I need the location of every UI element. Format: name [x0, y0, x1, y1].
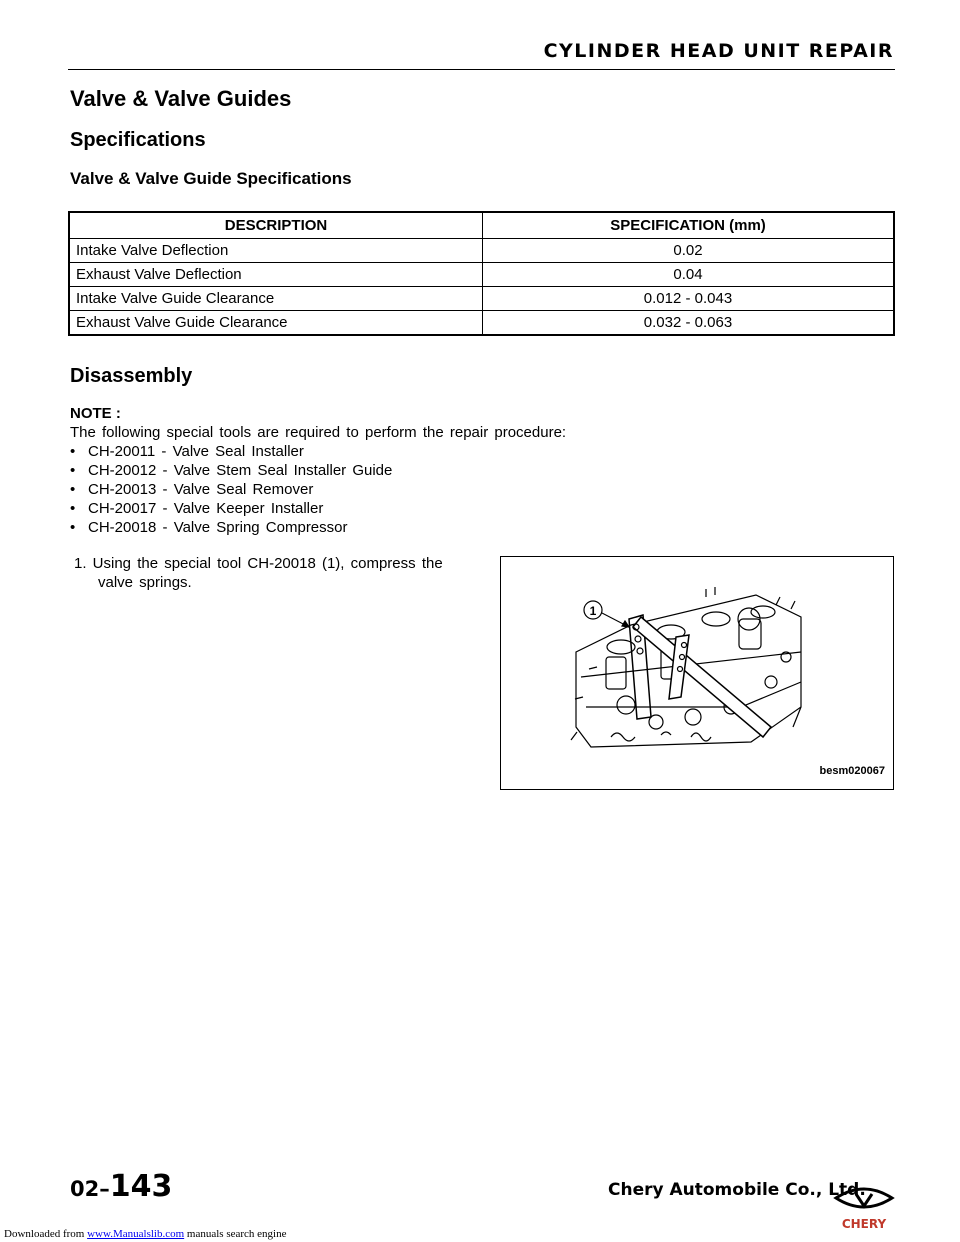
disassembly-heading: Disassembly — [70, 365, 193, 387]
table-cell-value: 0.012 - 0.043 — [483, 287, 895, 311]
bullet-icon: • — [70, 481, 76, 498]
list-item — [70, 461, 392, 480]
tool-list — [70, 442, 392, 537]
tool-label: CH-20011 - Valve Seal Installer — [88, 443, 304, 460]
specifications-heading: Specifications — [70, 129, 206, 151]
table-cell-description: Intake Valve Guide Clearance — [69, 287, 483, 311]
step-1-line-1: 1. Using the special tool CH-20018 (1), compress the — [74, 555, 443, 572]
table-title: Valve & Valve Guide Specifications — [70, 169, 352, 188]
table-cell-description: Exhaust Valve Guide Clearance — [69, 311, 483, 336]
step-1 — [74, 554, 474, 592]
download-prefix: Downloaded from — [4, 1228, 88, 1240]
step-1-line-2: valve springs. — [98, 574, 192, 591]
figure-callout-1: 1 — [589, 604, 597, 618]
figure-valve-spring-compressor — [500, 556, 894, 790]
logo-text: CHERY — [841, 1217, 887, 1231]
table-row — [69, 287, 894, 311]
bullet-icon: • — [70, 443, 76, 460]
download-footer — [4, 1228, 286, 1240]
note-label: NOTE : — [70, 405, 121, 422]
table-cell-value: 0.032 - 0.063 — [483, 311, 895, 336]
tool-label: CH-20013 - Valve Seal Remover — [88, 481, 314, 498]
bullet-icon: • — [70, 500, 76, 517]
bullet-icon: • — [70, 519, 76, 536]
tool-label: CH-20017 - Valve Keeper Installer — [88, 500, 324, 517]
column-header-description: DESCRIPTION — [69, 212, 483, 239]
spec-table — [68, 211, 895, 336]
note-text: The following special tools are required to perform the repair procedure: — [70, 424, 567, 441]
figure-id: besm020067 — [819, 765, 885, 777]
cylinder-head-illustration — [501, 557, 893, 789]
section-title: Valve & Valve Guides — [70, 86, 292, 111]
header-rule — [68, 69, 895, 70]
table-cell-description: Intake Valve Deflection — [69, 239, 483, 263]
manualslib-link[interactable]: www.Manualslib.com — [87, 1228, 185, 1240]
table-row — [69, 239, 894, 263]
table-cell-value: 0.04 — [483, 263, 895, 287]
download-suffix: manuals search engine — [184, 1228, 287, 1240]
page-number — [70, 1169, 172, 1204]
list-item — [70, 480, 392, 499]
list-item — [70, 442, 392, 461]
column-header-specification: SPECIFICATION (mm) — [483, 212, 895, 239]
table-header-row — [69, 212, 894, 239]
bullet-icon: • — [70, 462, 76, 479]
tool-label: CH-20018 - Valve Spring Compressor — [88, 519, 348, 536]
page-number-value: 143 — [109, 1169, 173, 1204]
page-header-title: CYLINDER HEAD UNIT REPAIR — [543, 40, 894, 62]
company-name: Chery Automobile Co., Ltd. — [608, 1180, 866, 1200]
chery-logo-icon — [832, 1180, 896, 1232]
table-cell-description: Exhaust Valve Deflection — [69, 263, 483, 287]
list-item — [70, 499, 392, 518]
table-row — [69, 311, 894, 336]
table-row — [69, 263, 894, 287]
tool-label: CH-20012 - Valve Stem Seal Installer Guide — [88, 462, 393, 479]
section-number: 02– — [70, 1177, 110, 1201]
list-item — [70, 518, 392, 537]
table-cell-value: 0.02 — [483, 239, 895, 263]
